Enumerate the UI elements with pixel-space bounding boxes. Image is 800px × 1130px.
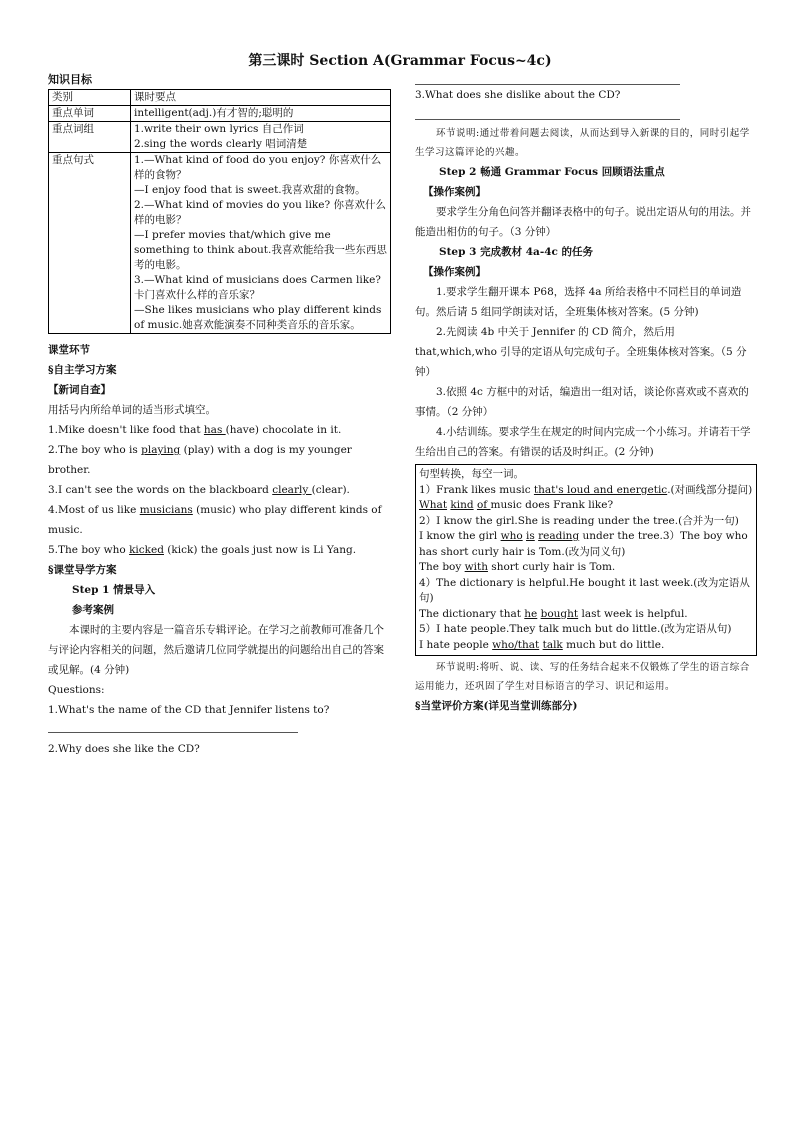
- table-cell-content: [131, 106, 391, 122]
- exercise-answer: kicked: [129, 544, 164, 556]
- exercise-text: (have) chocolate in it.: [225, 424, 342, 436]
- question-2: 2.Why does she like the CD?: [48, 743, 200, 755]
- box-line: 2）I know the girl.She is reading under the tree.(合并为一句): [419, 514, 739, 527]
- table-cell-category: 重点词组: [49, 122, 131, 153]
- box-answer: with: [464, 561, 488, 573]
- exercise-text: 2.The boy who is: [48, 444, 142, 456]
- eval-heading: §当堂评价方案(详见当堂训练部分): [415, 700, 578, 712]
- table-line: —I enjoy food that is sweet.我喜欢甜的食物。: [134, 184, 366, 196]
- box-answer: that's loud and energetic: [533, 483, 668, 496]
- table-line: —She likes musicians who play different kinds of music.她喜欢能演奏不同种类音乐的音乐家。: [134, 304, 382, 331]
- table-row: [49, 122, 391, 153]
- step3-item: 1.要求学生翻开课本 P68，选择 4a 所给表格中不同栏目的单词造句。然后请 5 组同学朗读对话，全班集体核对答案。(5 分钟): [415, 286, 742, 318]
- exercise-text: (play) with a dog is my younger brother.: [48, 444, 352, 476]
- table-header-row: [49, 90, 391, 106]
- new-words-heading: 【新词自查】: [48, 384, 111, 396]
- exercise-item: [48, 440, 391, 480]
- left-column: [48, 72, 391, 759]
- box-text: 1）Frank likes music: [419, 483, 534, 496]
- box-answer: who/that: [492, 638, 540, 651]
- box-text: much but do little.: [562, 638, 665, 651]
- table-cell-category: 重点句式: [49, 153, 131, 334]
- box-text: The dictionary that: [419, 607, 525, 620]
- box-text: music does Frank like?: [490, 499, 614, 511]
- question-3: 3.What does she dislike about the CD?: [415, 89, 621, 101]
- step3-item: 2.先阅读 4b 中关于 Jennifer 的 CD 简介，然后用 that,which,who 引导的定语从句完成句子。全班集体核对答案。（5 分钟）: [415, 326, 747, 378]
- box-line: [419, 529, 753, 560]
- box-line: [419, 483, 753, 499]
- step3-heading: Step 3 完成教材 4a-4c 的任务: [439, 246, 594, 258]
- box-line: [419, 498, 753, 514]
- exercise-instruction: 用括号内所给单词的适当形式填空。: [48, 404, 216, 416]
- step3-item: 4.小结训练。要求学生在规定的时间内完成一个小练习。并请若干学生给出自己的答案。有错误的话及时纠正。(2 分钟): [415, 426, 751, 458]
- table-line: intelligent(adj.)有才智的;聪明的: [134, 107, 294, 119]
- box-answer: of: [476, 499, 491, 511]
- exercise-text: (kick) the goals just now is Li Yang.: [163, 544, 357, 556]
- section-note: 环节说明:通过带着问题去阅读，从而达到导入新课的目的，同时引起学生学习这篇评论的兴趣。: [415, 128, 750, 158]
- table-header-cell: 类别: [49, 90, 131, 106]
- knowledge-table: [48, 89, 391, 334]
- exercise-item: [48, 420, 391, 440]
- op-case-heading: 【操作案例】: [423, 266, 486, 278]
- box-text: last week is helpful.: [578, 607, 688, 620]
- box-line: 5）I hate people.They talk much but do little.(改为定语从句): [419, 623, 732, 635]
- exercise-answer: musicians: [139, 504, 193, 516]
- answer-line: [48, 720, 298, 733]
- answer-line: [415, 72, 680, 85]
- table-row: [49, 153, 391, 334]
- box-answer: kind: [450, 499, 474, 511]
- classroom-heading: 课堂环节: [48, 344, 90, 356]
- table-line: 2.sing the words clearly 唱词清楚: [134, 138, 308, 150]
- exercise-answer: clearly: [272, 484, 312, 496]
- practice-box: [415, 464, 757, 656]
- questions-label: Questions:: [48, 684, 105, 696]
- exercise-text: 1.Mike doesn't like food that: [48, 424, 204, 436]
- page-title: 第三课时 Section A(Grammar Focus~4c): [248, 53, 552, 69]
- box-text: .(对画线部分提问): [667, 483, 753, 496]
- box-answer: talk: [542, 638, 563, 651]
- box-text: I know the girl: [419, 530, 501, 542]
- table-line: 3.—What kind of musicians does Carmen like? 卡门喜欢什么样的音乐家？: [134, 274, 381, 301]
- question-1: 1.What's the name of the CD that Jennifer listens to?: [48, 704, 330, 716]
- section-note: 环节说明:将听、说、读、写的任务结合起来不仅锻炼了学生的语言综合运用能力，还巩固了学生对目标语言的学习、识记和运用。: [415, 662, 750, 692]
- table-cell-category: 重点单词: [49, 106, 131, 122]
- table-line: 2.—What kind of movies do you like? 你喜欢什么样的电影？: [134, 199, 386, 226]
- box-line: [419, 560, 753, 576]
- box-answer: who: [500, 530, 523, 542]
- step2-text: 要求学生分角色问答并翻译表格中的句子。说出定语从句的用法。并能造出相仿的句子。（3 分钟）: [415, 206, 751, 238]
- box-line: 4）The dictionary is helpful.He bought it last week.(改为定语从句): [419, 576, 750, 604]
- right-column: [415, 72, 757, 716]
- box-text: I hate people: [419, 638, 493, 651]
- exercise-item: [48, 540, 391, 560]
- table-line: —I prefer movies that/which give me something to think about.我喜欢能给我一些东西思考的电影。: [134, 229, 387, 271]
- exercise-text: 5.The boy who: [48, 544, 130, 556]
- op-case-heading: 【操作案例】: [423, 186, 486, 198]
- guide-heading: §课堂导学方案: [48, 564, 117, 576]
- exercise-item: [48, 480, 391, 500]
- table-header-cell: 课时要点: [131, 90, 391, 106]
- answer-line: [415, 105, 680, 120]
- table-line: 1.—What kind of food do you enjoy? 你喜欢什么样的食物？: [134, 154, 382, 181]
- ref-case-heading: 参考案例: [72, 604, 114, 616]
- exercise-text: 4.Most of us like: [48, 504, 140, 516]
- exercise-text: (clear).: [311, 484, 350, 496]
- box-text: under the tree.3）The boy who has short curly hair is Tom.(改为同义句): [419, 530, 748, 558]
- box-text: short curly hair is Tom.: [487, 561, 616, 573]
- table-cell-content: [131, 153, 391, 334]
- step2-heading: Step 2 畅通 Grammar Focus 回顾语法重点: [439, 166, 665, 178]
- exercise-text: (music) who play different kinds of music.: [48, 504, 382, 536]
- box-answer: reading: [538, 530, 580, 542]
- self-study-heading: §自主学习方案: [48, 364, 117, 376]
- box-heading: 句型转换，每空一词。: [419, 468, 524, 480]
- box-line: [419, 607, 753, 623]
- box-answer: is: [526, 530, 535, 542]
- step3-item: 3.依照 4c 方框中的对话，编造出一组对话，谈论你喜欢或不喜欢的事情。（2 分钟）: [415, 386, 749, 418]
- box-line: [419, 638, 753, 654]
- table-cell-content: [131, 122, 391, 153]
- exercise-item: [48, 500, 391, 540]
- exercise-answer: has: [203, 424, 226, 436]
- step1-text: 本课时的主要内容是一篇音乐专辑评论。在学习之前教师可准备几个与评论内容相关的问题，然后邀请几位同学就提出的问题给出自己的答案或见解。(4 分钟): [48, 624, 384, 676]
- box-answer: What: [419, 499, 448, 511]
- box-text: The boy: [419, 561, 465, 573]
- step1-heading: Step 1 情景导入: [72, 584, 156, 596]
- box-answer: he: [524, 607, 538, 620]
- table-line: 1.write their own lyrics 自己作词: [134, 123, 304, 135]
- table-row: [49, 106, 391, 122]
- exercise-text: 3.I can't see the words on the blackboard: [48, 484, 273, 496]
- box-answer: bought: [540, 607, 579, 620]
- exercise-answer: playing: [141, 444, 181, 456]
- knowledge-heading: 知识目标: [48, 73, 92, 86]
